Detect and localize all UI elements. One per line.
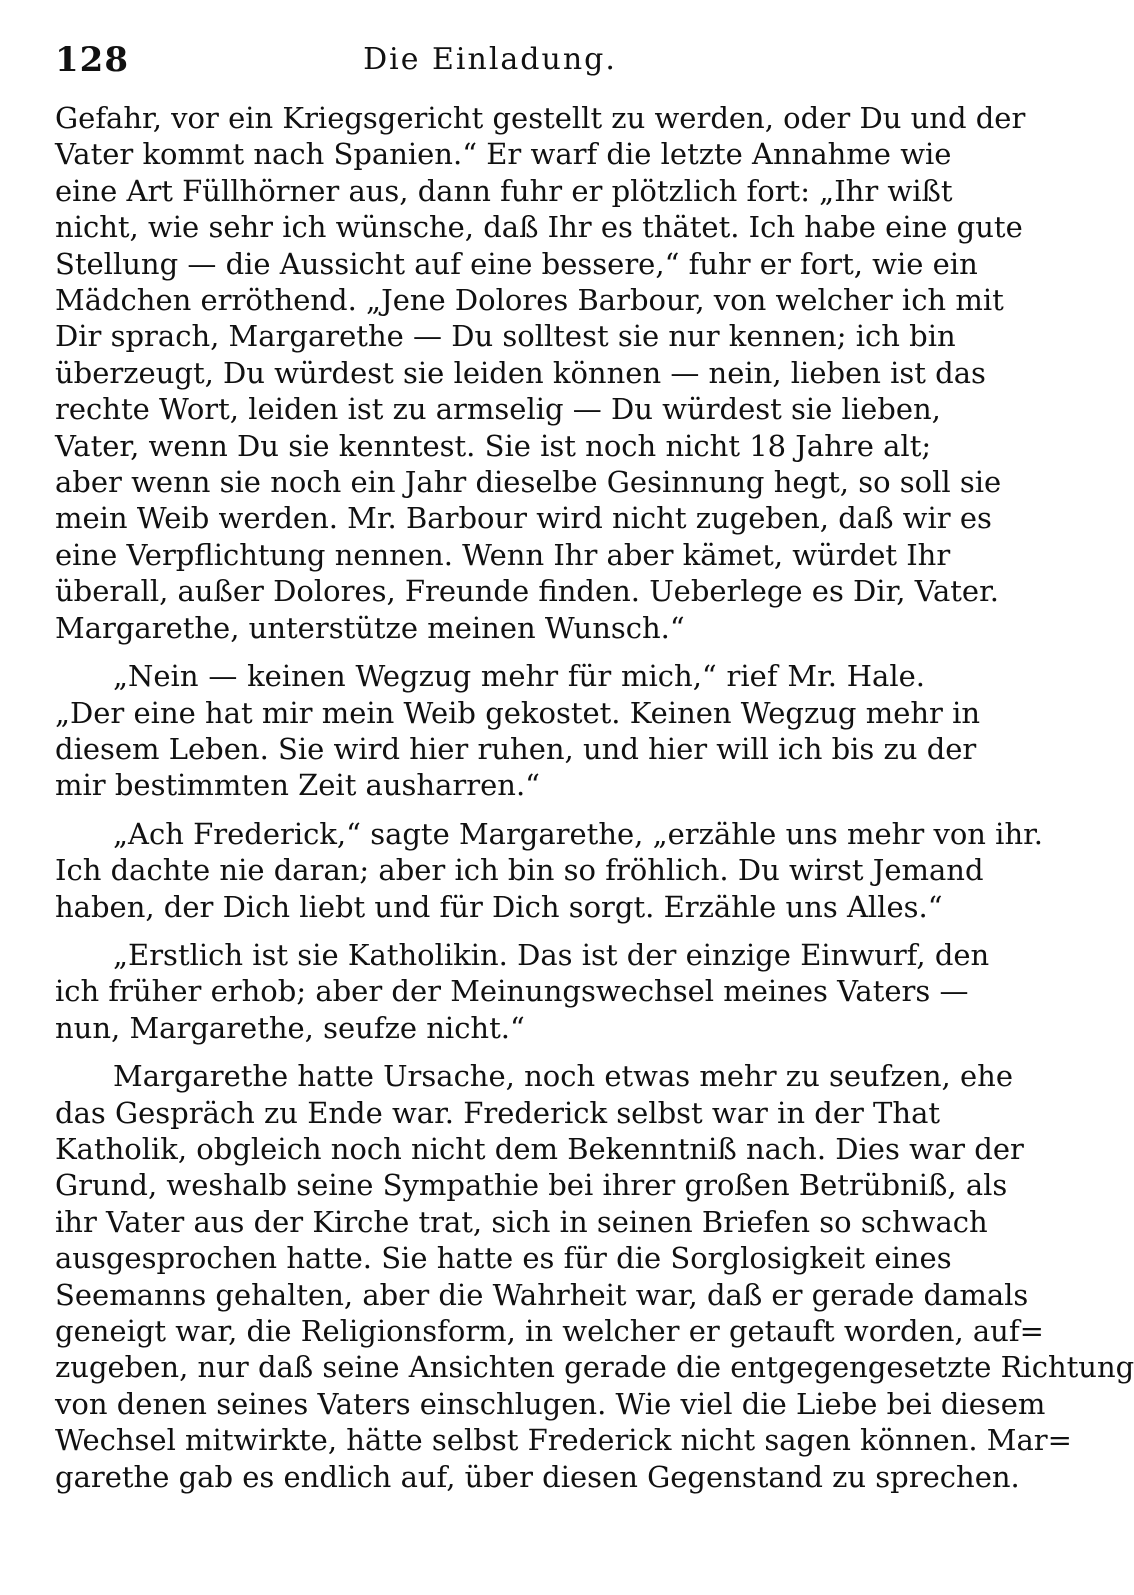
text-line: Stellung — die Aussicht auf eine bessere,“ fuhr er fort, wie ein xyxy=(55,246,978,281)
paragraph xyxy=(55,658,981,804)
text-line: mir bestimmten Zeit ausharren.“ xyxy=(55,768,540,803)
text-line: haben, der Dich liebt und für Dich sorgt. Erzähle uns Alles.“ xyxy=(55,889,943,924)
text-line: „Erstlich ist sie Katholikin. Das ist der einzige Einwurf, den xyxy=(113,937,990,972)
text-line: Mädchen erröthend. „Jene Dolores Barbour, von welcher ich mit xyxy=(55,283,1004,318)
text-line: ihr Vater aus der Kirche trat, sich in seinen Briefen so schwach xyxy=(55,1204,988,1239)
text-line: ausgesprochen hatte. Sie hatte es für die Sorglosigkeit eines xyxy=(55,1241,952,1276)
text-line: eine Art Füllhörner aus, dann fuhr er plötzlich fort: „Ihr wißt xyxy=(55,173,953,208)
text-line: mein Weib werden. Mr. Barbour wird nicht zugeben, daß wir es xyxy=(55,501,992,536)
page-number: 128 xyxy=(55,40,129,80)
text-line: von denen seines Vaters einschlugen. Wie viel die Liebe bei diesem xyxy=(55,1386,1046,1421)
text-line: aber wenn sie noch ein Jahr dieselbe Gesinnung hegt, so soll sie xyxy=(55,465,1002,500)
text-line: ich früher erhob; aber der Meinungswechsel meines Vaters — xyxy=(55,974,969,1009)
paragraph xyxy=(55,100,1026,646)
text-line: diesem Leben. Sie wird hier ruhen, und hier will ich bis zu der xyxy=(55,731,977,766)
text-line: „Der eine hat mir mein Weib gekostet. Keinen Wegzug mehr in xyxy=(55,695,981,730)
text-line: Dir sprach, Margarethe — Du solltest sie nur kennen; ich bin xyxy=(55,319,956,354)
text-line: Ich dachte nie daran; aber ich bin so fröhlich. Du wirst Jemand xyxy=(55,853,984,888)
text-line: Wechsel mitwirkte, hätte selbst Frederick nicht sagen können. Mar= xyxy=(55,1423,1072,1458)
paragraph xyxy=(55,937,990,1046)
text-line: das Gespräch zu Ende war. Frederick selbst war in der That xyxy=(55,1095,941,1130)
text-line: Margarethe, unterstütze meinen Wunsch.“ xyxy=(55,610,685,645)
text-line: Katholik, obgleich noch nicht dem Bekenntniß nach. Dies war der xyxy=(55,1131,1024,1166)
text-line: garethe gab es endlich auf, über diesen Gegenstand zu sprechen. xyxy=(55,1459,1020,1494)
page-header xyxy=(55,40,925,96)
text-line: rechte Wort, leiden ist zu armselig — Du würdest sie lieben, xyxy=(55,392,941,427)
text-line: überall, außer Dolores, Freunde finden. Ueberlege es Dir, Vater. xyxy=(55,574,999,609)
running-title: Die Einladung. xyxy=(363,42,617,77)
text-line: „Nein — keinen Wegzug mehr für mich,“ rief Mr. Hale. xyxy=(113,659,925,694)
text-line: Gefahr, vor ein Kriegsgericht gestellt zu werden, oder Du und der xyxy=(55,101,1026,135)
text-line: „Ach Frederick,“ sagte Margarethe, „erzähle uns mehr von ihr. xyxy=(113,816,1044,851)
text-line: nun, Margarethe, seufze nicht.“ xyxy=(55,1010,525,1045)
body-text xyxy=(55,100,1134,1495)
text-line: Vater kommt nach Spanien.“ Er warf die letzte Annahme wie xyxy=(55,137,952,172)
text-line: überzeugt, Du würdest sie leiden können — nein, lieben ist das xyxy=(55,355,986,390)
text-line: Grund, weshalb seine Sympathie bei ihrer großen Betrübniß, als xyxy=(55,1168,1008,1203)
paragraph xyxy=(55,816,1044,925)
paragraph xyxy=(55,1058,1134,1495)
text-line: Margarethe hatte Ursache, noch etwas mehr zu seufzen, ehe xyxy=(113,1059,1013,1094)
text-line: zugeben, nur daß seine Ansichten gerade die entgegengesetzte Richtung xyxy=(55,1350,1134,1385)
text-line: nicht, wie sehr ich wünsche, daß Ihr es thätet. Ich habe eine gute xyxy=(55,210,1023,245)
text-line: Seemanns gehalten, aber die Wahrheit war, daß er gerade damals xyxy=(55,1277,1029,1312)
text-line: Vater, wenn Du sie kenntest. Sie ist noch nicht 18 Jahre alt; xyxy=(55,428,932,463)
text-line: geneigt war, die Religionsform, in welcher er getauft worden, auf= xyxy=(55,1314,1044,1348)
text-line: eine Verpflichtung nennen. Wenn Ihr aber kämet, würdet Ihr xyxy=(55,537,951,572)
